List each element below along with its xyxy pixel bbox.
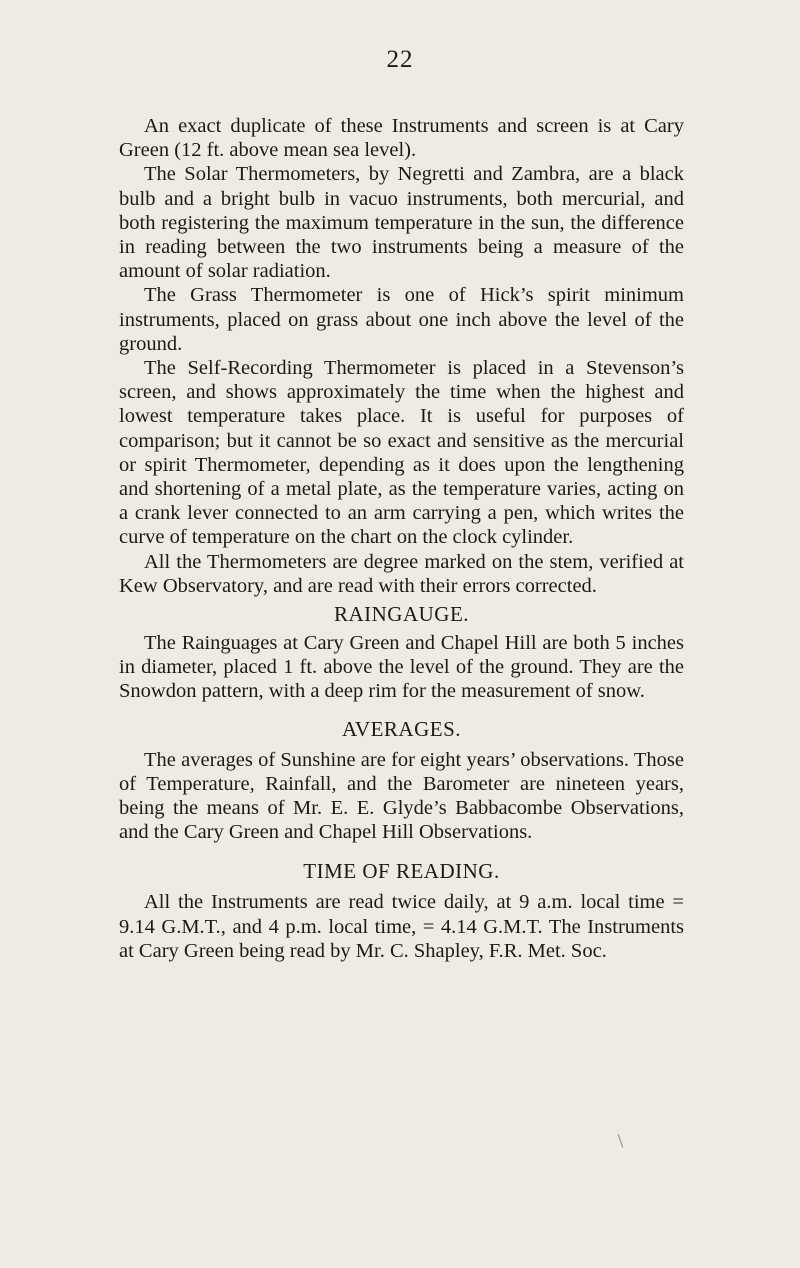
paragraph-thermometer-verification: All the Thermometers are degree marked on the stem, verified at Kew Observatory, and are read with their errors corrected. [119, 550, 684, 597]
paper-speck [618, 1134, 624, 1147]
paragraph-self-recording-thermometer: The Self-Recording Thermometer is placed in a Stevenson’s screen, and shows approximately the time when the highest and lowest temperature takes place. It is useful for purposes of comparison; but it cannot be so exact and sensitive as the mercurial or spirit Thermometer, depending as it does upon the lengthening and shortening of a metal plate, as the temperature varies, acting on a crank lever connected to an arm carrying a pen, which writes the curve of temperature on the chart on the clock cylinder. [119, 357, 684, 549]
paragraph-solar-thermometers: The Solar Thermometers, by Negretti and Zambra, are a black bulb and a bright bulb in vacuo instruments, both mercurial, and both registering the maximum temperature in the sun, the difference in reading between the two instruments being a measure of the amount of solar radiation. [119, 163, 684, 283]
paragraph-averages: The averages of Sunshine are for eight years’ observations. Those of Temperature, Rainfall, and the Barometer are nineteen years, being the means of Mr. E. E. Glyde’s Babbacombe Observations, and the Cary Green and Chapel Hill Observations. [119, 748, 684, 844]
page-number: 22 [386, 46, 414, 73]
heading-raingauge: RAINGAUGE. [333, 602, 470, 627]
heading-averages: AVERAGES. [341, 716, 462, 741]
paragraph-rainguages: The Rainguages at Cary Green and Chapel Hill are both 5 inches in diameter, placed 1 ft. above the level of the ground. They are the Snowdon pattern, with a deep rim for the measurement of snow. [119, 632, 684, 703]
body-text [119, 114, 684, 963]
paragraph-duplicate-instruments: An exact duplicate of these Instruments and screen is at Cary Green (12 ft. above mean sea level). [119, 115, 684, 162]
paragraph-grass-thermometer: The Grass Thermometer is one of Hick’s spirit minimum instruments, placed on grass about one inch above the level of the ground. [119, 284, 684, 355]
paragraph-time-of-reading: All the Instruments are read twice daily, at 9 a.m. local time = 9.14 G.M.T., and 4 p.m. local time, = 4.14 G.M.T. The Instruments at Cary Green being read by Mr. C. Shapley, F.R. Met. Soc. [119, 891, 684, 962]
heading-time-of-reading: TIME OF READING. [303, 859, 500, 884]
